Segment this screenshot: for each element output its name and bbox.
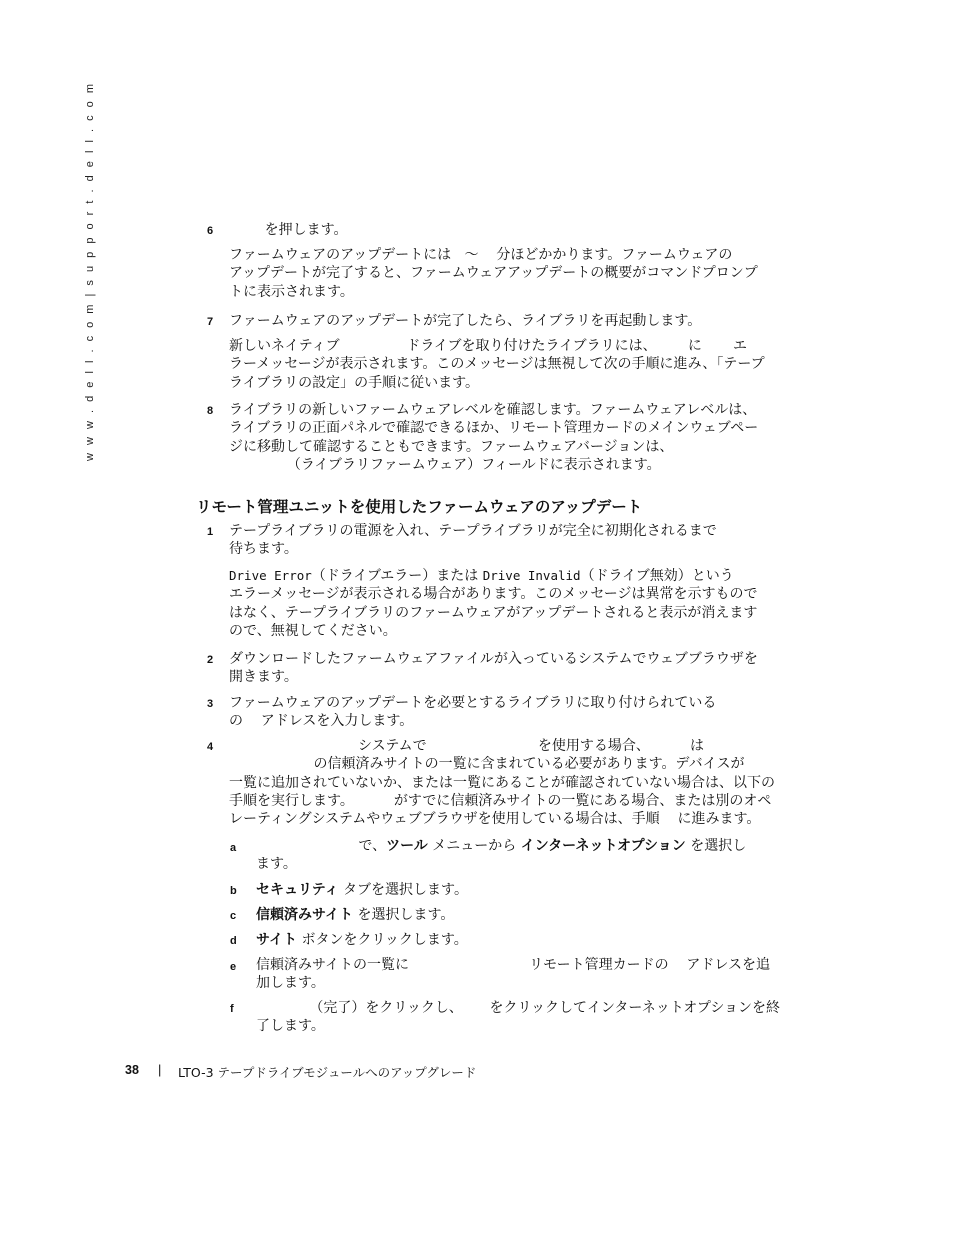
step-number: 7 [207, 316, 214, 328]
page-number: 38 [125, 1063, 139, 1077]
step-text: ファームウェアのアップデートが完了したら、ライブラリを再起動します。 [229, 313, 702, 329]
paragraph: ファームウェアのアップデートには 〜 分ほどかかります。ファームウェアの アップデートが完了すると、ファームウェアアップデートの概要がコマンドプロンプ トに表示されます。 [229, 247, 758, 300]
substep-text: （完了）をクリックし、 をクリックしてインターネットオプションを終 了します。 [256, 1000, 781, 1035]
substep-letter: b [230, 885, 237, 897]
paragraph: 新しいネイティブ ドライブを取り付けたライブラリには、 に エ ラーメッセージが表示されます。このメッセージは無視して次の手順に進み、「テープ ライブラリの設定」の手順に従います。 [229, 338, 765, 391]
substep-text: 信頼済みサイトの一覧に リモート管理カードの アドレスを追 加します。 [256, 957, 770, 992]
step-number: 1 [207, 526, 214, 538]
step-number: 2 [207, 654, 214, 666]
drive-error-note: Drive Error（ドライブエラー）または Drive Invalid（ドライブ無効）という エラーメッセージが表示される場合があります。このメッセージは異常を示すもので はなく、テープライブラリのファームウェアがアップデートされると表示が消えます ので、無視してください。 [229, 568, 758, 639]
code-drive-error: Drive Error [229, 568, 312, 583]
substep-letter: f [230, 1003, 234, 1015]
substep-letter: a [230, 842, 237, 854]
step-number: 6 [207, 225, 214, 237]
substep-text: 信頼済みサイト を選択します。 [256, 907, 455, 923]
substep-letter: c [230, 910, 237, 922]
substep-letter: e [230, 961, 237, 973]
substep-text: で、ツール メニューから インターネットオプション を選択し ます。 [256, 838, 747, 873]
code-drive-invalid: Drive Invalid [482, 568, 581, 583]
footer-separator: | [158, 1062, 162, 1077]
footer-title: LTO-3 テープドライブモジュールへのアップグレード [178, 1065, 477, 1080]
sidebar-url: w w w . d e l l . c o m | s u p p o r t . d e l l . c o m [84, 81, 96, 461]
step-number: 4 [207, 741, 214, 753]
substep-letter: d [230, 935, 237, 947]
step-text: システムで を使用する場合、 は の信頼済みサイトの一覧に含まれている必要があります。デバイスが 一覧に追加されていないか、または一覧にあることが確認されていない場合は、以下の 手順を実行します。 がすでに信頼済みサイトの一覧にある場合、または別のオペ レーティングシステムやウェブブラウザを使用している場合は、手順 に進みます。 [229, 738, 775, 828]
step-text: ファームウェアのアップデートを必要とするライブラリに取り付けられている の アドレスを入力します。 [229, 695, 717, 730]
section-heading: リモート管理ユニットを使用したファームウェアのアップデート [196, 498, 643, 516]
step-text: テープライブラリの電源を入れ、テープライブラリが完全に初期化されるまで 待ちます。 [229, 523, 717, 558]
step-number: 3 [207, 698, 214, 710]
substep-text: セキュリティ タブを選択します。 [256, 882, 468, 898]
step-text: ライブラリの新しいファームウェアレベルを確認します。ファームウェアレベルは、 ライブラリの正面パネルで確認できるほか、リモート管理カードのメインウェブペー ジに移動して確認することもできます。ファームウェアバージョンは、 （ライブラリファームウェア）フィールドに表示されます。 [229, 402, 759, 473]
step-number: 8 [207, 405, 214, 417]
substep-text: サイト ボタンをクリックします。 [256, 932, 468, 948]
step-text: を押します。 [229, 222, 348, 238]
step-text: ダウンロードしたファームウェアファイルが入っているシステムでウェブブラウザを 開きます。 [229, 651, 758, 686]
